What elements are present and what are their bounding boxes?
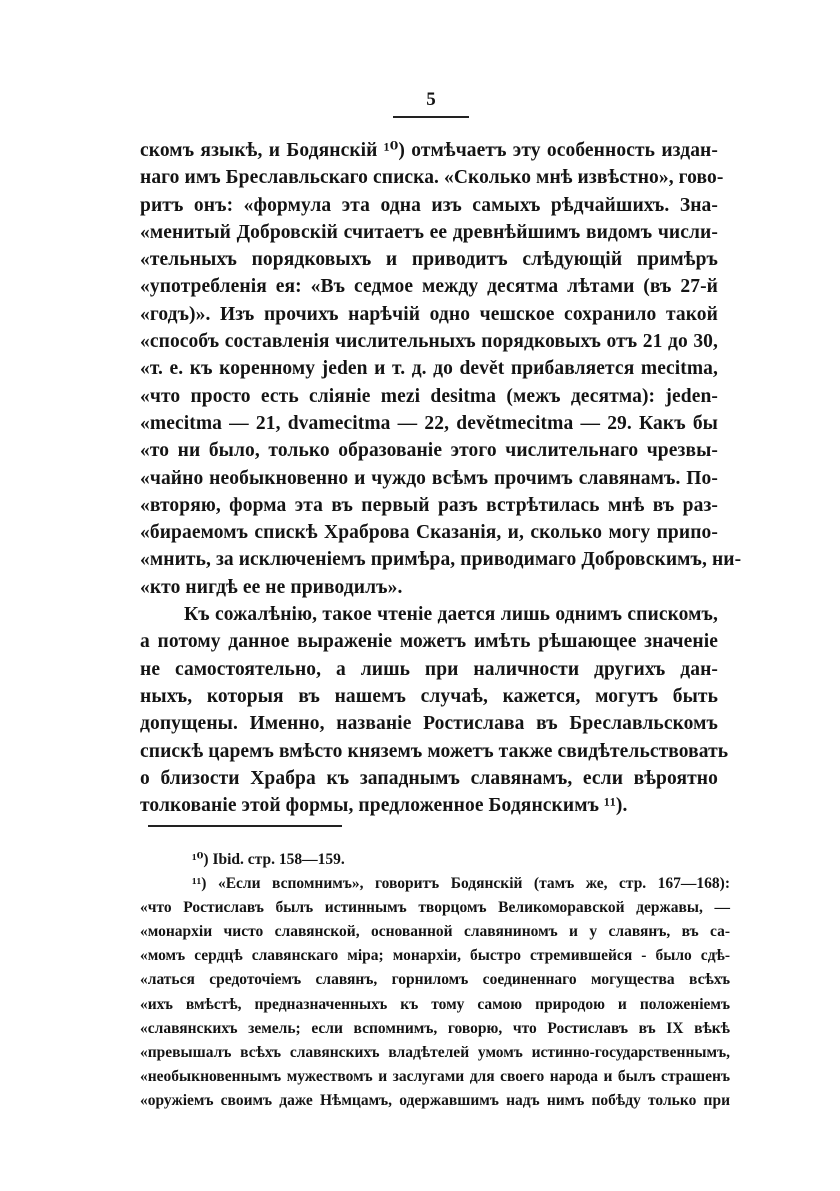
- footnote-line: «латься средоточіемъ славянъ, горниломъ соединеннаго могущества всѣхъ: [140, 971, 730, 989]
- page-number-rule: [393, 116, 469, 118]
- text-line: толкованіе этой формы, предложенное Бодянскимъ ¹¹).: [140, 795, 628, 817]
- page-number-block: [376, 88, 486, 118]
- footnote-line: «оружіемъ своимъ даже Нѣмцамъ, одержавшимъ надъ нимъ побѣду только при: [140, 1091, 730, 1109]
- text-line: «тельныхъ порядковыхъ и приводитъ слѣдующій примѣръ: [140, 249, 718, 271]
- footnote-line: «монархіи чисто славянской, основанной славяниномъ и у славянъ, въ са-: [140, 923, 730, 941]
- text-line: «то ни было, только образованіе этого числительнаго чрезвы-: [140, 440, 718, 462]
- footnotes: [140, 848, 730, 1113]
- footnote-10: ¹⁰) Ibid. стр. 158—159.: [192, 851, 345, 868]
- footnote-line: «необыкновеннымъ мужествомъ и заслугами для своего народа и былъ страшенъ: [140, 1067, 730, 1085]
- footnote-line: «момъ сердцѣ славянскаго міра; монархіи, быстро стремившейся - было сдѣ-: [140, 947, 730, 965]
- footnote-separator: [148, 825, 342, 827]
- footnote-line: «превышалъ всѣхъ славянскихъ владѣтелей умомъ истинно-государственнымъ,: [140, 1043, 730, 1061]
- text-line: «mecitma — 21, dvamecitma — 22, devětmecitma — 29. Какъ бы: [140, 412, 718, 434]
- text-line: допущены. Именно, названіе Ростислава въ Бреславльскомъ: [140, 713, 718, 735]
- footnote-line: «славянскихъ земель; если вспомнимъ, говорю, что Ростиславъ въ IX вѣкѣ: [140, 1019, 730, 1037]
- body-text: [140, 137, 742, 819]
- text-line: не самостоятельно, а лишь при наличности другихъ дан-: [140, 658, 718, 680]
- footnote-line: «что Ростиславъ былъ истиннымъ творцомъ Великоморавской державы, —: [140, 899, 730, 917]
- page-number: 5: [426, 89, 436, 110]
- text-line: «менитый Добровскій считаетъ ее древнѣйшимъ видомъ числи-: [140, 221, 718, 243]
- text-line: «годъ)». Изъ прочихъ нарѣчій одно чешское сохранило такой: [140, 303, 718, 325]
- footnote-line: ¹¹) «Если вспомнимъ», говоритъ Бодянскій (тамъ же, стр. 167—168):: [192, 875, 730, 893]
- text-line: скомъ языкѣ, и Бодянскій ¹⁰) отмѣчаетъ эту особенность издан-: [140, 140, 718, 161]
- text-line: «что просто есть сліяніе mezi desitma (межъ десятма): jeden-: [140, 385, 718, 407]
- text-line: «вторяю, форма эта въ первый разъ встрѣтилась мнѣ въ раз-: [140, 494, 718, 516]
- text-line: Къ сожалѣнію, такое чтеніе дается лишь однимъ спискомъ,: [184, 604, 718, 626]
- text-line: «кто нигдѣ ее не приводилъ».: [140, 576, 403, 598]
- text-line: «мнить, за исключеніемъ примѣра, приводимаго Добровскимъ, ни-: [140, 549, 742, 571]
- text-line: «т. е. къ коренному jeden и т. д. до devět прибавляется mecitma,: [140, 358, 718, 380]
- text-line: о близости Храбра къ западнымъ славянамъ, если вѣроятно: [140, 767, 718, 789]
- text-line: ныхъ, которыя въ нашемъ случаѣ, кажется, могутъ быть: [140, 685, 718, 707]
- text-line: «бираемомъ спискѣ Храброва Сказанія, и, сколько могу припо-: [140, 522, 718, 544]
- text-line: «употребленія ея: «Въ седмое между десятма лѣтами (въ 27-й: [140, 276, 718, 298]
- text-line: ритъ онъ: «формула эта одна изъ самыхъ рѣдчайшихъ. Зна-: [140, 194, 718, 216]
- text-line: спискѣ царемъ вмѣсто княземъ можетъ также свидѣтельствовать: [140, 740, 729, 762]
- footnote-line: «ихъ вмѣстѣ, предназначенныхъ къ тому самою природою и положеніемъ: [140, 995, 730, 1013]
- text-line: наго имъ Бреславльскаго списка. «Сколько мнѣ извѣстно», гово-: [140, 167, 724, 189]
- text-line: а потому данное выраженіе можетъ имѣть рѣшающее значеніе: [140, 631, 718, 653]
- text-line: «способъ составленія числительныхъ порядковыхъ отъ 21 до 30,: [140, 331, 718, 353]
- text-line: «чайно необыкновенно и чуждо всѣмъ прочимъ славянамъ. По-: [140, 467, 718, 489]
